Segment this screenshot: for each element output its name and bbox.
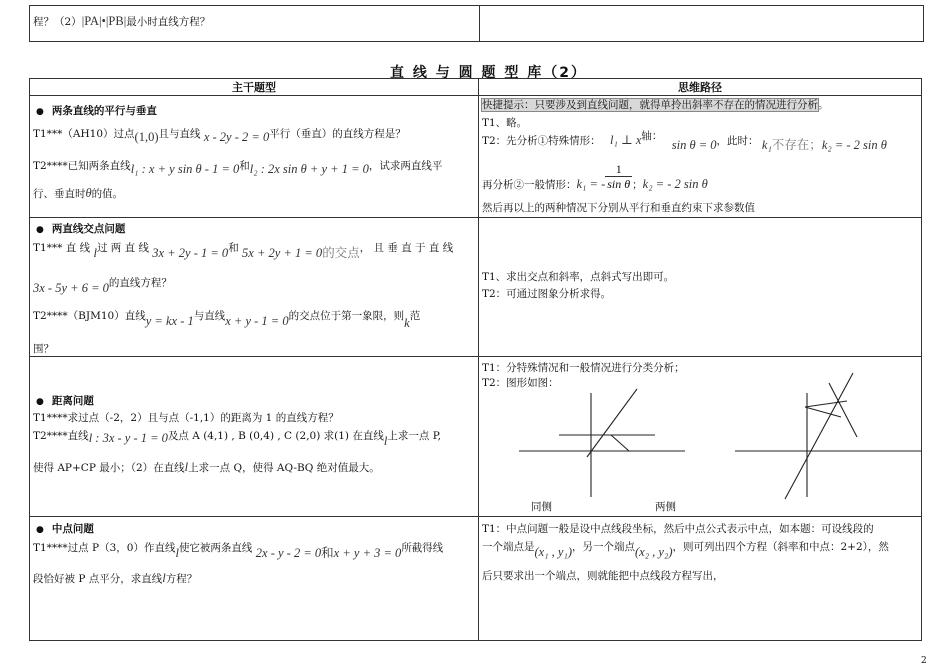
section1-t2-cont: 行、垂直时θ的值。 [33,186,124,200]
section3-r-t1: T1：分特殊情况和一般情况进行分类分析； [482,362,685,374]
section2-heading: 两直线交点问题 [51,223,126,235]
bullet-icon: ● [36,107,44,117]
caption-both-sides: 两侧 [655,501,676,513]
fraction: $\frac{1}{\text{sin θ}}$ [607,162,631,191]
section2-left [30,218,479,357]
section4-heading: 中点问题 [51,523,94,535]
section2-t1-cont: 3x - 5y + 6 = 0的直线方程？ [33,277,172,295]
section3-right [479,357,922,517]
section2-right [479,218,922,357]
header-left: 主干题型 [30,79,479,96]
section4-heading-row [36,522,94,537]
section3-t2: T2****直线l : 3x - y - 1 = 0及点 A (4,1) , B (0,4) , C (2,0) 求(1) 在直线l上求一点 P, [33,430,441,448]
bullet-icon: ● [36,225,44,235]
top-table [29,5,924,42]
section4-r-line3: 后只要求出一个端点，则就能把中点线段方程写出， [482,570,724,582]
section2-heading-row [36,222,125,237]
section4-t1: T1****过点 P（3，0）作直线l使它被两条直线 2x - y - 2 = 0和x + y + 3 = 0所截得线 [33,542,444,560]
section1-r-t1: T1、略。 [482,117,528,129]
bullet-icon: ● [36,525,44,535]
header-right: 思维路径 [479,79,922,96]
section1-t2: T2****已知两条直线l₁ : x + y sin θ - 1 = 0和l₂ : 2x sin θ + y + 1 = 0，试求两直线平 [33,160,443,176]
section1-heading: 两条直线的平行与垂直 [51,105,157,117]
section3-heading-row [36,394,94,409]
section2-r-t2: T2：可通过图象分析求得。 [482,288,612,300]
distance-diagram [479,357,922,517]
same-side-line-diagonal [587,389,637,457]
section3-t2-cont: 使得 AP+CP 最小；（2）在直线l上求一点 Q，使得 AQ-BQ 绝对值最大。 [33,460,380,474]
section3-left [30,357,479,517]
section1-heading-row [36,104,157,119]
same-side-segment [611,435,629,451]
section1-r-general: 再分析②一般情形：k₁ = - $\frac{1}{\text{sin θ}}$ ；k₂ = - 2 sin θ [482,162,708,191]
section3-t1: T1****求过点（-2，2）且与点（-1,1）的距离为 1 的直线方程？ [33,412,339,424]
page-title: 直 线 与 圆 题 型 库（2） [390,65,587,81]
top-text-b: 最小时直线方程？ [126,16,211,28]
section1-r-summary: 然后再以上的两种情况下分别从平行和垂直约束下求参数值 [482,202,755,214]
section4-r-line1: T1：中点问题一般是设中点线段坐标，然后中点公式表示中点，如本题：可设线段的 [482,523,874,535]
page-number: 2 [921,656,927,666]
section1-left [30,96,479,218]
top-left-cell [30,6,480,42]
section4-right [479,517,922,641]
both-sides-triangle-bottom [805,407,841,417]
section1-right [479,96,922,218]
both-sides-line-diagonal [785,373,853,499]
section4-left [30,517,479,641]
section3-heading: 距离问题 [51,395,94,407]
bullet-icon: ● [36,397,44,407]
section2-t1: T1*** 直 线 l过 两 直 线 3x + 2y - 1 = 0和 5x + 2y + 1 = 0的交点， 且 垂 直 于 直 线 [33,242,454,260]
section2-r-t1: T1、求出交点和斜率，点斜式写出即可。 [482,271,675,283]
section4-t1-cont: 段恰好被 P 点平分，求直线l方程？ [33,571,198,585]
section2-t2-cont: 围？ [33,343,54,355]
main-table [29,78,922,641]
tip-row: 快捷提示：只要涉及到直线问题，就得单拎出斜率不存在的情况进行分析。 [482,99,829,111]
section1-t1: T1***（AH10）过点(1,0)且与直线 x - 2y - 2 = 0平行（垂直）的直线方程是？ [33,128,406,144]
section2-t2: T2****（BJM10）直线y = kx - 1与直线x + y - 1 = 0的交点位于第一象限，则k范 [33,310,421,330]
top-right-cell [480,6,924,42]
section4-r-line2: 一个端点是(x₁ , y₁)，另一个端点(x₂ , y₂)，则可列出四个方程（斜率和中点：2+2），然 [482,541,889,559]
top-text-a: 程？（2） [33,16,82,28]
section1-r-t2: T2：先分析①特殊情形： l₁ ⊥ x轴： sin θ = 0，此时： k₁不存在；k₂ = - 2 sin θ [482,130,887,152]
quick-tip: 快捷提示：只要涉及到直线问题，就得单拎出斜率不存在的情况进行分析 [482,99,818,111]
math-pa-pb: |PA|•|PB| [81,14,127,28]
section3-r-t2: T2：图形如图： [482,377,559,389]
caption-same-side: 同侧 [531,501,552,513]
